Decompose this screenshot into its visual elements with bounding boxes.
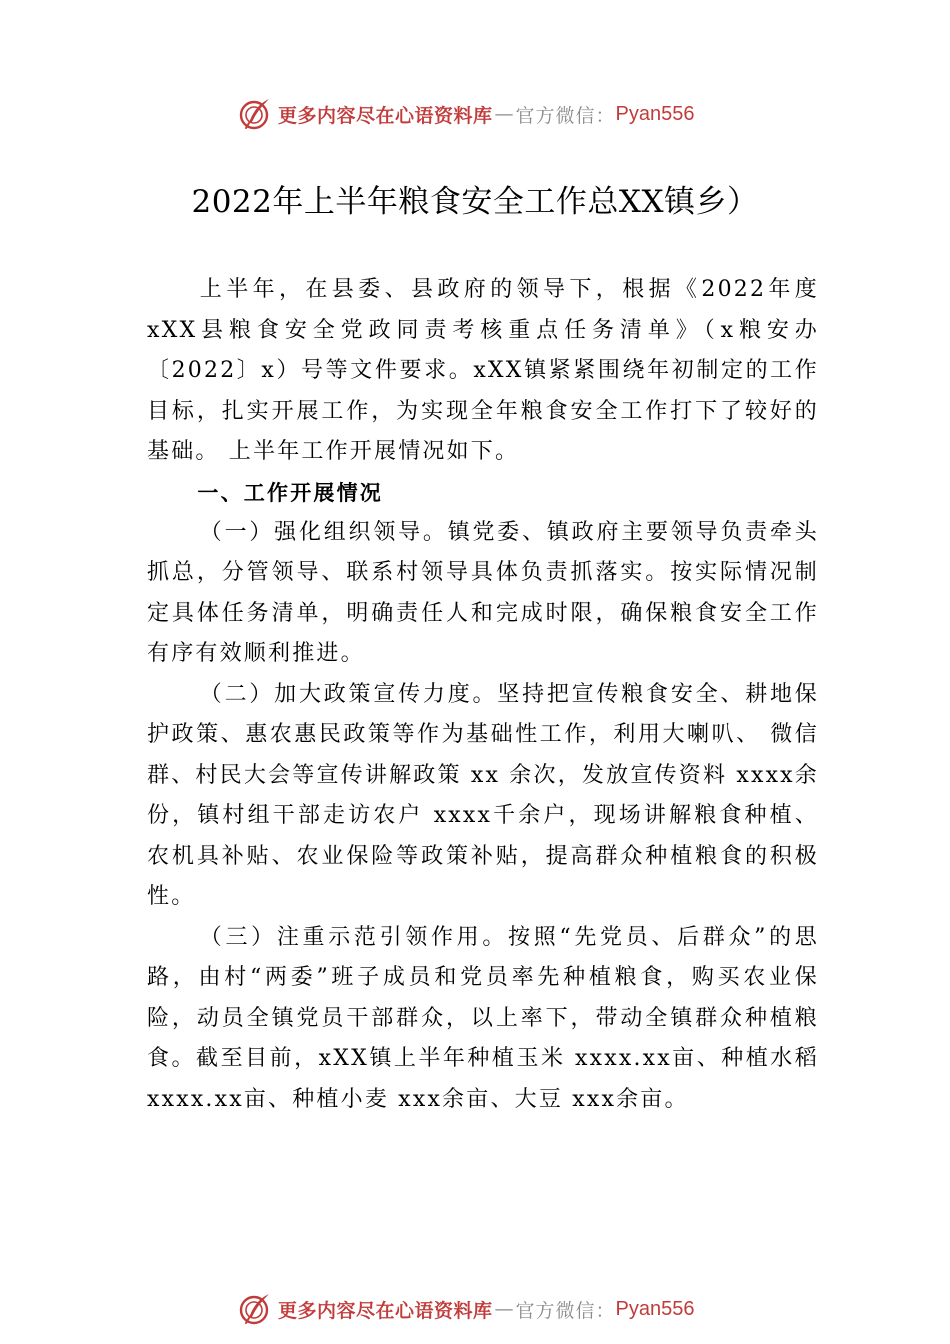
section-heading-1: 一、工作开展情况 <box>197 480 383 505</box>
watermark-wechat-id: Pyan556 <box>615 1297 695 1320</box>
watermark-header <box>238 96 695 132</box>
item-paragraph-3: （三）注重示范引领作用。按照“先党员、后群众”的思路，由村“两委”班子成员和党员率先种植粮食，购买农业保险，动员全镇党员干部群众，以上率下，带动全镇群众种植粮食。截至目前，xXX镇上半年种植玉米 xxxx.xx亩、种植水稻 xxxx.xx亩、种植小麦 xxx余亩、大豆 xxx余亩。 <box>147 924 819 1112</box>
watermark-main-text: 更多内容尽在心语资料库 <box>278 104 493 127</box>
watermark-label: 官方微信： <box>515 1299 616 1322</box>
intro-paragraph: 上半年，在县委、县政府的领导下，根据《2022年度xXX县粮食安全党政同责考核重点任务清单》（x粮安办〔2022〕x）号等文件要求。xXX镇紧紧围绕年初制定的工作目标，扎实开展工作，为实现全年粮食安全工作打下了较好的基础。 上半年工作开展情况如下。 <box>147 277 819 464</box>
quill-logo-icon <box>238 1292 272 1326</box>
quill-logo-icon <box>238 97 272 131</box>
document-title: 2022年上半年粮食安全工作总XX镇乡） <box>191 184 759 220</box>
watermark-wechat-id: Pyan556 <box>615 102 695 125</box>
watermark-label: 官方微信： <box>515 104 616 127</box>
watermark-footer <box>238 1291 695 1327</box>
item-paragraph-1: （一）强化组织领导。镇党委、镇政府主要领导负责牵头抓总，分管领导、联系村领导具体负责抓落实。按实际情况制定具体任务清单，明确责任人和完成时限，确保粮食安全工作有序有效顺利推进。 <box>147 519 819 666</box>
document-body <box>147 270 819 1120</box>
watermark-dash: — <box>494 1298 514 1320</box>
watermark-main-text: 更多内容尽在心语资料库 <box>278 1299 493 1322</box>
item-paragraph-2: （二）加大政策宣传力度。坚持把宣传粮食安全、耕地保护政策、惠农惠民政策等作为基础性工作，利用大喇叭、 微信群、村民大会等宣传讲解政策 xx 余次，发放宣传资料 xxxx余份，镇村组干部走访农户 xxxx千余户，现场讲解粮食种植、农机具补贴、农业保险等政策补贴，提高群众种植粮食的积极性。 <box>147 681 819 909</box>
watermark-dash: — <box>494 103 514 125</box>
